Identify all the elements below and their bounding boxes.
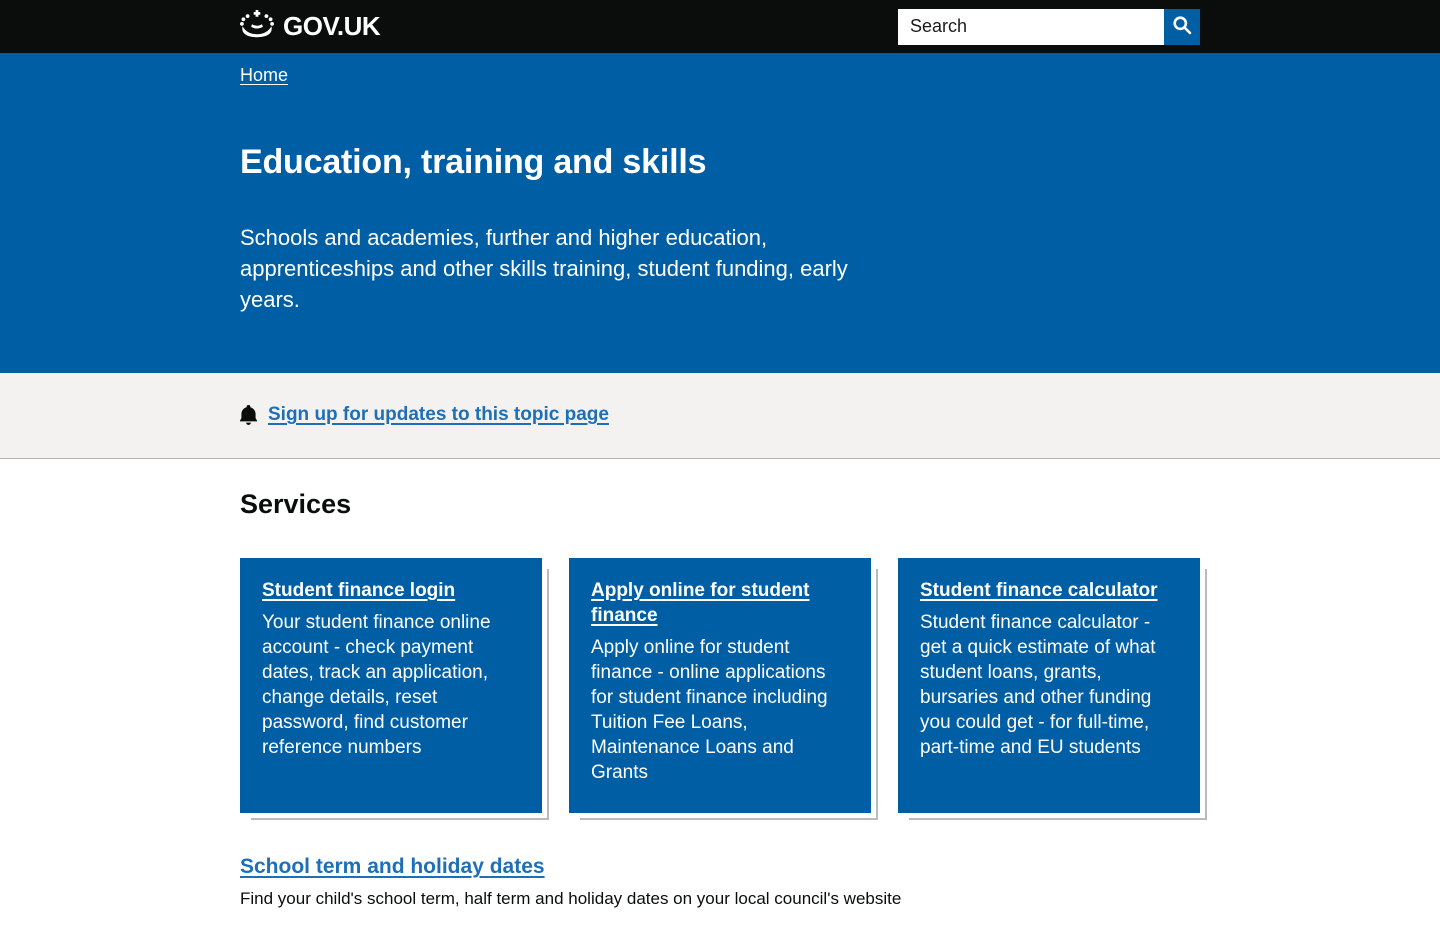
site-header [0, 0, 1440, 53]
govuk-logo-link[interactable] [240, 10, 380, 43]
services-heading: Services [240, 489, 352, 519]
site-search [898, 9, 1200, 45]
card-description: Your student finance online account - check payment dates, track an application, change details, reset password, find customer reference numbers [262, 612, 491, 758]
crown-icon [240, 10, 274, 43]
search-button[interactable] [1164, 9, 1200, 45]
services-cards [240, 558, 1200, 813]
service-card-finance-calculator [898, 558, 1200, 813]
service-card-apply-online [569, 558, 871, 813]
card-link-finance-calculator[interactable]: Student finance calculator [920, 580, 1158, 601]
school-term-dates-description: Find your child's school term, half term and holiday dates on your local council's website [240, 889, 902, 908]
card-link-apply-online[interactable]: Apply online for student finance [591, 580, 810, 626]
card-link-student-finance-login[interactable]: Student finance login [262, 580, 456, 601]
topic-hero [0, 53, 1440, 373]
school-term-dates-link[interactable]: School term and holiday dates [240, 855, 545, 878]
bell-icon [240, 405, 257, 426]
breadcrumb [240, 65, 1200, 86]
breadcrumb-home-link[interactable]: Home [240, 65, 289, 85]
page-description: Schools and academies, further and higher education, apprenticeships and other skills training, student funding, early years. [240, 225, 848, 312]
list-item-school-term-dates [240, 855, 1200, 930]
main-content [240, 489, 1200, 930]
service-card-student-finance-login [240, 558, 542, 813]
card-description: Student finance calculator - get a quick estimate of what student loans, grants, bursaries and other funding you could get - for full-time, part-time and EU students [920, 612, 1156, 758]
updates-bar [0, 373, 1440, 459]
signup-updates-link[interactable]: Sign up for updates to this topic page [268, 404, 609, 425]
search-input[interactable] [898, 9, 1164, 45]
search-icon [1172, 15, 1192, 38]
page-title: Education, training and skills [240, 143, 707, 181]
logotype: GOV.UK [283, 11, 381, 41]
card-description: Apply online for student finance - online applications for student finance including Tuition Fee Loans, Maintenance Loans and Grants [591, 637, 828, 783]
